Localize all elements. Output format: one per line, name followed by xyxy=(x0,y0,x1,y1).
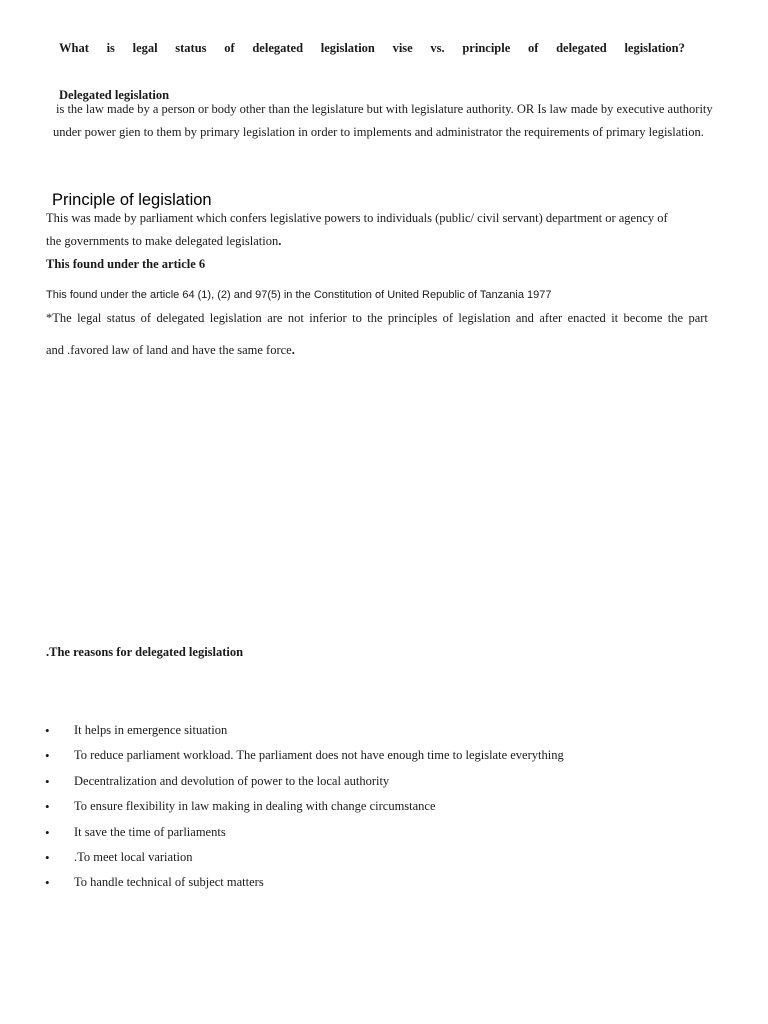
status-word: the xyxy=(667,311,684,325)
status-word: and xyxy=(515,311,534,325)
title-word: vs. xyxy=(430,41,445,55)
status-word: part xyxy=(688,311,708,325)
delegated-definition-line-1: is the law made by a person or body other than the legislature but with legislature authority. OR Is law made by executive authority xyxy=(56,102,713,116)
title-word: delegated xyxy=(252,41,304,55)
status-word: *The xyxy=(46,311,72,325)
status-word: enacted xyxy=(567,311,606,325)
status-word: of xyxy=(442,311,454,325)
bullet-icon: • xyxy=(45,824,50,840)
delegated-definition-line-2: under power gien to them by primary legislation in order to implements and administrator the requirements of primary legislation. xyxy=(53,125,704,139)
status-word: legislation xyxy=(458,311,511,325)
list-item-text: .To meet local variation xyxy=(74,849,193,864)
title-word: of xyxy=(224,41,235,55)
list-item xyxy=(45,769,564,794)
bullet-icon: • xyxy=(45,748,50,764)
title-word: principle xyxy=(462,41,511,55)
status-word: legislation xyxy=(209,311,262,325)
bullet-icon: • xyxy=(45,723,50,738)
principle-line-2-text: the governments to make delegated legislation xyxy=(46,234,279,248)
list-item xyxy=(45,718,564,743)
status-word: of xyxy=(140,311,152,325)
list-item-text: It helps in emergence situation xyxy=(74,723,228,737)
title-word: delegated xyxy=(556,41,607,55)
title-word: legislation xyxy=(320,41,375,55)
status-word: status xyxy=(106,311,136,325)
article-constitution-line: This found under the article 64 (1), (2) and 97(5) in the Constitution of United Republic of Tanzania 1977 xyxy=(46,289,552,301)
title-word: status xyxy=(175,41,207,55)
document-title xyxy=(59,41,685,55)
title-word: vise xyxy=(392,41,413,55)
list-item-text: To ensure flexibility in law making in dealing with change circumstance xyxy=(74,799,436,814)
principle-line-1: This was made by parliament which confers legislative powers to individuals (public/ civil servant) department or agency of xyxy=(46,211,668,225)
title-word: is xyxy=(106,41,115,55)
status-word: become xyxy=(623,311,663,325)
list-item-text: To handle technical of subject matters xyxy=(74,875,264,890)
status-word: it xyxy=(611,311,619,325)
principle-line-2-period: . xyxy=(278,234,282,248)
bullet-icon: • xyxy=(45,773,50,789)
bullet-icon: • xyxy=(45,875,50,891)
bullet-icon: • xyxy=(45,799,50,815)
bullet-icon: • xyxy=(45,849,50,865)
list-item xyxy=(45,845,564,870)
reasons-heading: .The reasons for delegated legislation xyxy=(46,645,244,659)
list-item-text: To reduce parliament workload. The parliament does not have enough time to legislate everything xyxy=(74,748,564,763)
status-word: principles xyxy=(387,311,438,325)
status-word: the xyxy=(367,311,383,325)
status-word: to xyxy=(352,311,362,325)
status-line-2 xyxy=(46,343,295,358)
status-line-1 xyxy=(46,311,708,326)
principle-line-2 xyxy=(46,234,281,249)
list-item xyxy=(45,743,564,768)
list-item xyxy=(45,820,564,845)
status-word: are xyxy=(267,311,283,325)
article-bold-line: This found under the article 6 xyxy=(46,257,206,271)
title-word: legal xyxy=(132,41,158,55)
status-word: delegated xyxy=(156,311,205,325)
title-word: of xyxy=(527,41,539,55)
status-word: after xyxy=(539,311,563,325)
status-word: legal xyxy=(77,311,102,325)
title-word: legislation? xyxy=(624,41,685,55)
status-line-2-period: . xyxy=(291,343,295,357)
status-line-2-text: and .favored law of land and have the same force xyxy=(46,343,292,357)
principle-heading: Principle of legislation xyxy=(52,191,212,209)
status-word: inferior xyxy=(309,311,347,325)
reasons-list xyxy=(45,718,564,896)
list-item xyxy=(45,794,564,819)
list-item-text: It save the time of parliaments xyxy=(74,824,226,839)
delegated-heading: Delegated legislation xyxy=(59,88,170,102)
status-word: not xyxy=(287,311,304,325)
title-word: What xyxy=(59,41,89,55)
list-item xyxy=(45,870,564,895)
list-item-text: Decentralization and devolution of power to the local authority xyxy=(74,773,390,788)
